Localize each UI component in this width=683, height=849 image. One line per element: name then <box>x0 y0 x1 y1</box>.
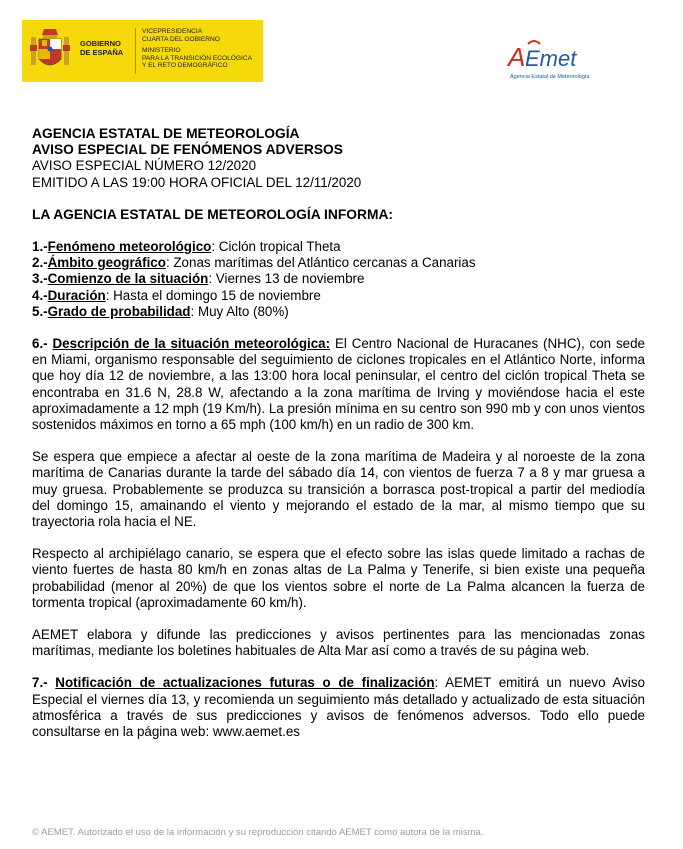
section-6-description: 6.- Descripción de la situación meteorológica: El Centro Nacional de Huracanes (NHC), con sede en Miami, organismo responsable del seguimiento de ciclones tropicales en el Atlántico Norte, informa que hoy día 12 de noviembre, a las 13:00 hora local peninsular, el centro del ciclón tropical Theta se encontraba en 31.6 N, 28.8 W, afectando a la zona marítima de Irving y moviéndose hacia el este aproximadamente a 12 mph (19 Km/h). La presión mínima en su centro son 990 mb y con unos vientos sostenidos máximos en torno a 65 mph (100 km/h) en un radio de 300 km. <box>32 336 645 433</box>
informs-heading: LA AGENCIA ESTATAL DE METEOROLOGÍA INFORMA: <box>32 206 394 222</box>
ministry-name: VICEPRESIDENCIA CUARTA DEL GOBIERNO MINISTERIO PARA LA TRANSICIÓN ECOLÓGICA Y EL RETO DEMOGRÁFICO <box>142 28 253 70</box>
list-item: 2.-Ámbito geográfico: Zonas marítimas del Atlántico cercanas a Canarias <box>32 255 476 271</box>
paragraph-madeira: Se espera que empiece a afectar al oeste de la zona marítima de Madeira y al noroeste de la zona marítima de Canarias durante la tarde del sábado día 14, con vientos de fuerza 7 a 8 y mar gruesa a muy gruesa. Probablemente se produzca su transición a borrasca post-tropical a partir del mediodía del domingo 15, amainando el viento y mejorando el estado de la mar, al mismo tiempo que su trayectoria rola hacia el NE. <box>32 449 645 530</box>
svg-text:Emet: Emet <box>525 46 577 71</box>
list-item: 5.-Grado de probabilidad: Muy Alto (80%) <box>32 303 289 319</box>
notice-title: AVISO ESPECIAL DE FENÓMENOS ADVERSOS <box>32 142 343 158</box>
agency-title: AGENCIA ESTATAL DE METEOROLOGÍA <box>32 126 300 141</box>
gobierno-name: GOBIERNO DE ESPAÑA <box>80 39 124 57</box>
issued-time: EMITIDO A LAS 19:00 HORA OFICIAL DEL 12/11/2020 <box>32 174 362 190</box>
coat-of-arms-icon <box>30 27 70 75</box>
divider <box>135 28 136 74</box>
list-item: 4.-Duración: Hasta el domingo 15 de noviembre <box>32 287 321 303</box>
svg-text:A: A <box>508 42 526 72</box>
list-item: 3.-Comienzo de la situación: Viernes 13 de noviembre <box>32 271 365 287</box>
aemet-subtitle: Agencia Estatal de Meteorología <box>510 74 590 80</box>
warning-document <box>32 126 645 740</box>
gobierno-logo-block <box>22 20 263 82</box>
paragraph-canarias: Respecto al archipiélago canario, se espera que el efecto sobre las islas quede limitado a rachas de viento fuertes de hasta 80 km/h en zonas altas de La Palma y Tenerife, si bien existe una pequeña probabilidad (menor al 20%) de que los vientos sobre el norte de La Palma alcancen la fuerza de tormenta tropical (aproximadamente 60 km/h). <box>32 546 645 610</box>
section-7-notification: 7.- Notificación de actualizaciones futuras o de finalización: AEMET emitirá un nuevo Aviso Especial el viernes día 13, y recomienda un seguimiento más detallado y actualizado de esta situación atmosférica a través de sus predicciones y avisos de fenómenos adversos. Todo ello puede consultarse en la página web: www.aemet.es <box>32 675 645 740</box>
list-item: 1.-Fenómeno meteorológico: Ciclón tropical Theta <box>32 239 341 255</box>
notice-number: AVISO ESPECIAL NÚMERO 12/2020 <box>32 158 257 174</box>
copyright-footer: © AEMET. Autorizado el uso de la información y su reproducción citando AEMET como autora de la misma. <box>32 827 484 838</box>
paragraph-aemet: AEMET elabora y difunde las predicciones y avisos pertinentes para las mencionadas zonas marítimas, mediante los boletines habituales de Alta Mar así como a través de su página web. <box>32 627 645 659</box>
